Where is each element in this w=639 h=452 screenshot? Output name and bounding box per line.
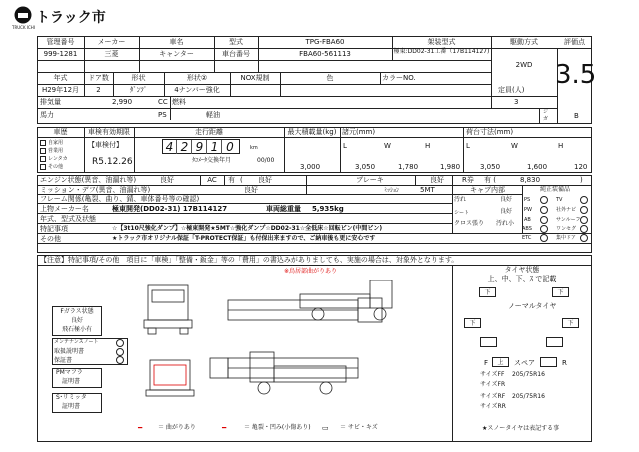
- equip-mark: [580, 234, 588, 242]
- label-year: 年式: [53, 74, 68, 82]
- label-model: 型式: [229, 38, 243, 46]
- model-code: TPG-FBA60: [305, 38, 345, 46]
- mgmt-no: 999-1281: [43, 50, 78, 58]
- equip-item: PS: [524, 197, 531, 203]
- label-frame: フレーム関係(亀裂、曲り、錆、車体番号等の確認): [40, 195, 200, 203]
- label-mgmt-no: 管理番号: [46, 38, 75, 46]
- equip-mark: [580, 196, 588, 204]
- history-checkbox-private[interactable]: [40, 140, 46, 146]
- tire-rr: 下: [562, 318, 579, 328]
- mission-value: 良好: [244, 186, 258, 194]
- label-maker: メーカー: [97, 38, 126, 46]
- label-fuel: 燃料: [172, 98, 186, 106]
- bed-h-letter: H: [558, 142, 564, 150]
- label-score: 評価点: [564, 38, 585, 46]
- cab-item-value: 良好: [500, 196, 513, 203]
- equip-item: 社外ナビ: [556, 207, 577, 213]
- equip-mark: [540, 196, 548, 204]
- equip-mark: [540, 234, 548, 242]
- displacement: 2,990: [112, 98, 133, 106]
- odometer-digit: 0: [226, 140, 234, 154]
- pm-sub: 証明書: [62, 378, 81, 385]
- equip-item: ABS: [522, 226, 532, 232]
- tire-size-value: 205/75R16: [512, 393, 545, 400]
- label-r-ticket: R券: [462, 176, 474, 184]
- shape2: 4ナンバー強化: [174, 86, 220, 94]
- spare-r: R: [562, 359, 567, 367]
- dim-h-letter: H: [425, 142, 431, 150]
- tire-fr: 下: [552, 287, 569, 297]
- bed-height: 120: [574, 163, 588, 171]
- label-hp: 馬力: [40, 111, 54, 119]
- r-ticket-amount: 8,830: [520, 176, 541, 184]
- fglass-title: Fガラス状態: [60, 308, 94, 315]
- label-drive: 駆動方式: [510, 38, 538, 46]
- s-limiter-title: S･リミッタ: [56, 394, 87, 401]
- legend-symbol: ━: [138, 424, 143, 432]
- label-shape: 形状: [131, 74, 146, 82]
- equip-item: 集中ドア: [556, 235, 576, 241]
- odometer-digit: 2: [178, 140, 192, 154]
- logo-text: トラック市: [36, 10, 106, 26]
- tacho-value: 00/00: [257, 157, 275, 164]
- maint-mark: [116, 356, 124, 364]
- label-color-no: カラーNO.: [382, 74, 416, 82]
- maint-item: 保証書: [54, 357, 73, 364]
- legend-symbol: ━: [222, 424, 227, 432]
- equip-mark: [540, 216, 548, 224]
- maint-item: 取扱説明書: [54, 348, 85, 355]
- fuel: 軽油: [206, 111, 220, 119]
- label-doors: ドア数: [88, 74, 109, 82]
- label-color: 色: [326, 74, 334, 82]
- tire-subtitle: 上、中、下、ｽ で記載: [487, 275, 557, 283]
- snow-note: ★スノータイヤは表記する事: [482, 425, 560, 432]
- label-ac: AC: [207, 176, 217, 184]
- label-car-name: 車名: [169, 38, 184, 46]
- chassis-no: FBA60-561113: [299, 50, 351, 58]
- s-limiter-sub: 証明書: [62, 403, 81, 410]
- maker: 三菱: [104, 50, 119, 58]
- bed-l-letter: L: [466, 142, 470, 150]
- logo-subtext: TRUCK ICHI: [12, 25, 35, 30]
- maint-item: メンテナンスノート: [54, 339, 99, 345]
- label-cab: キャブ内部: [470, 186, 505, 194]
- dim-length: 3,050: [355, 163, 376, 171]
- label-gvw: 車両総重量: [266, 205, 301, 213]
- label-mission-type: ﾐｯｼｮﾝ: [384, 187, 400, 194]
- label-chassis: 車台番号: [222, 50, 250, 58]
- equip-mark: [540, 206, 548, 214]
- gvw: 5,935kg: [312, 205, 344, 213]
- r-ticket-close: ): [580, 176, 583, 184]
- tire-rf: 下: [464, 318, 481, 328]
- label-capacity: 定員(人): [498, 86, 525, 94]
- logo: [4, 6, 106, 36]
- label-max-load: 最大積載量(kg): [287, 128, 337, 136]
- equip-mark: [580, 206, 588, 214]
- equip-title: 純正装備品: [540, 186, 571, 193]
- label-odometer: 走行距離: [195, 128, 223, 136]
- history-rental: レンタカ: [48, 156, 68, 162]
- mission-type: 5MT: [420, 186, 435, 194]
- tire-size-label: サイズRF: [480, 393, 506, 400]
- ac-value: 有: [228, 176, 235, 184]
- car-name: キャンター: [159, 50, 194, 58]
- spare-box: 上: [492, 357, 509, 367]
- tire-size-label: サイズRR: [480, 403, 506, 410]
- truck-logo-icon: [14, 6, 32, 24]
- maint-mark: [116, 348, 124, 356]
- label-jiga: ジ: [543, 109, 549, 115]
- tire-size-value: 205/75R16: [512, 371, 545, 378]
- cab-item-label: 汚れ: [454, 196, 467, 203]
- cab-item-label: クロス張り: [454, 220, 485, 227]
- shape: ﾀﾞﾝﾌﾟ: [129, 86, 148, 94]
- history-checkbox-rental[interactable]: [40, 156, 46, 162]
- equip-item: ETC: [522, 235, 532, 241]
- capacity: 3: [514, 98, 519, 106]
- dim-height: 1,980: [440, 163, 461, 171]
- cc-unit: CC: [158, 98, 168, 106]
- bed-w-letter: W: [511, 142, 518, 150]
- history-checkbox-business[interactable]: [40, 148, 46, 154]
- ac-state: 良好: [258, 176, 272, 184]
- label-jiga2: ガ: [543, 116, 549, 122]
- legend-symbol: ▭: [322, 424, 329, 432]
- equip-item: サンルーフ: [556, 217, 581, 223]
- history-private: 自家用: [48, 140, 64, 146]
- spare-r-box: [540, 357, 557, 367]
- other-notes: ★トラック市オリジナル保証「T-PROTECT保証」も付保出来ますので、ご納車後も更に安心です: [112, 235, 376, 242]
- label-shaken: 車検有効期限: [88, 128, 130, 136]
- equip-mark: [580, 225, 588, 233]
- maint-mark: [116, 339, 124, 347]
- dim-w-letter: W: [384, 142, 391, 150]
- cab-item-value: 良好: [500, 208, 513, 215]
- max-load: 3,000: [300, 163, 321, 171]
- spare-label: スペア: [514, 359, 535, 367]
- brake-value: 良好: [430, 176, 444, 184]
- bed-width: 1,600: [527, 163, 548, 171]
- label-other: その他: [40, 235, 61, 243]
- engine-value: 良好: [160, 176, 174, 184]
- label-year-model-state: 年式、型式及状態: [40, 215, 96, 223]
- dim-width: 1,780: [398, 163, 419, 171]
- tacho-label: ﾀｺﾒｰﾀ交換年月: [192, 157, 232, 164]
- odometer-digit: 4: [163, 140, 177, 154]
- label-nox: NOX規制: [240, 74, 270, 82]
- year: H29年12月: [41, 86, 80, 94]
- km-unit: km: [250, 145, 258, 151]
- pm-title: PMマフラ: [56, 369, 83, 376]
- history-checkbox-other[interactable]: [40, 164, 46, 170]
- label-shape2: 形状②: [186, 74, 208, 82]
- spare-prefix: F: [484, 359, 489, 367]
- equip-item: PW: [524, 207, 532, 213]
- history-other: その他: [48, 164, 64, 170]
- legend-text: ＝ サビ・キズ: [340, 424, 378, 431]
- equip-mark: [540, 225, 548, 233]
- cab-item-value: 汚れ小: [496, 220, 515, 227]
- label-engine: エンジン状態(異音、油漏れ等): [40, 176, 137, 184]
- history-business: 営業用: [48, 148, 64, 154]
- truck-diagram-icon: [140, 280, 430, 435]
- bed-length: 3,050: [480, 163, 501, 171]
- label-body-type: 架装型式: [427, 38, 456, 46]
- label-displacement: 排気量: [40, 98, 61, 106]
- diagram-note: ※鳥居部曲がりあり: [284, 268, 338, 275]
- equip-item: AB: [524, 217, 531, 223]
- fglass-sub: 飛石極小有: [61, 326, 92, 333]
- cab-item-label: シート: [454, 210, 470, 216]
- dim-l-letter: L: [343, 142, 347, 150]
- tire-size-label: サイズFR: [480, 381, 506, 388]
- odometer-digit: 9: [193, 140, 207, 154]
- odometer-digit: 1: [208, 140, 222, 154]
- notes-title: 【注意】特記事項/その他 項目に「車検」「整備・鈑金」等の「費用」の書込みがありましても、実施の場合は、対象外となります。: [40, 256, 459, 264]
- tire-rr-inner: [546, 337, 563, 347]
- score: 3.5: [555, 60, 597, 90]
- special-notes: ☆【3t10尺強化ダンプ】☆極東開発★5MT☆強化ダンプ☆DD02-31☆全低床☆回転ピン(中間ピン): [112, 225, 383, 232]
- shaken-label: 【車検付】: [88, 141, 123, 149]
- equip-mark: [580, 216, 588, 224]
- tire-title: タイヤ状態: [504, 266, 540, 274]
- r-ticket-value: 有 (: [484, 176, 496, 184]
- upper-maker: 極東開発(DD02-31) 17B114127: [112, 205, 228, 213]
- category: B: [574, 112, 579, 120]
- tire-rf-inner: [480, 337, 497, 347]
- label-history: 車歴: [53, 128, 68, 136]
- legend-text: ＝ 曲がりあり: [158, 424, 196, 431]
- normal-tire: ノーマルタイヤ: [508, 302, 557, 310]
- equip-item: TV: [556, 197, 563, 203]
- tire-size-label: サイズFF: [480, 371, 505, 378]
- label-dimensions: 諸元(mm): [342, 128, 376, 136]
- tire-ff: 下: [479, 287, 496, 297]
- odometer: [162, 139, 240, 154]
- legend-text: ＝ 亀裂・凹み(小傷あり): [244, 424, 311, 431]
- doors: 2: [96, 86, 101, 94]
- label-upper-maker: 上物メーカー名: [40, 205, 89, 213]
- drive: 2WD: [515, 61, 533, 69]
- equip-item: ワンセグ: [556, 226, 577, 232]
- label-mission: ミッション・デフ(異音、油漏れ等): [40, 186, 151, 194]
- body-type: 極東:DD02-31工番（17B114127): [393, 48, 490, 55]
- ac-paren: (: [240, 176, 243, 184]
- label-special: 特記事項: [40, 225, 68, 233]
- label-bed-dims: 荷台寸法(mm): [466, 128, 514, 136]
- shaken-date: R5.12.26: [92, 157, 133, 167]
- ps-unit: PS: [158, 111, 167, 119]
- fglass-value: 良好: [70, 317, 83, 324]
- label-brake: ブレーキ: [356, 176, 384, 184]
